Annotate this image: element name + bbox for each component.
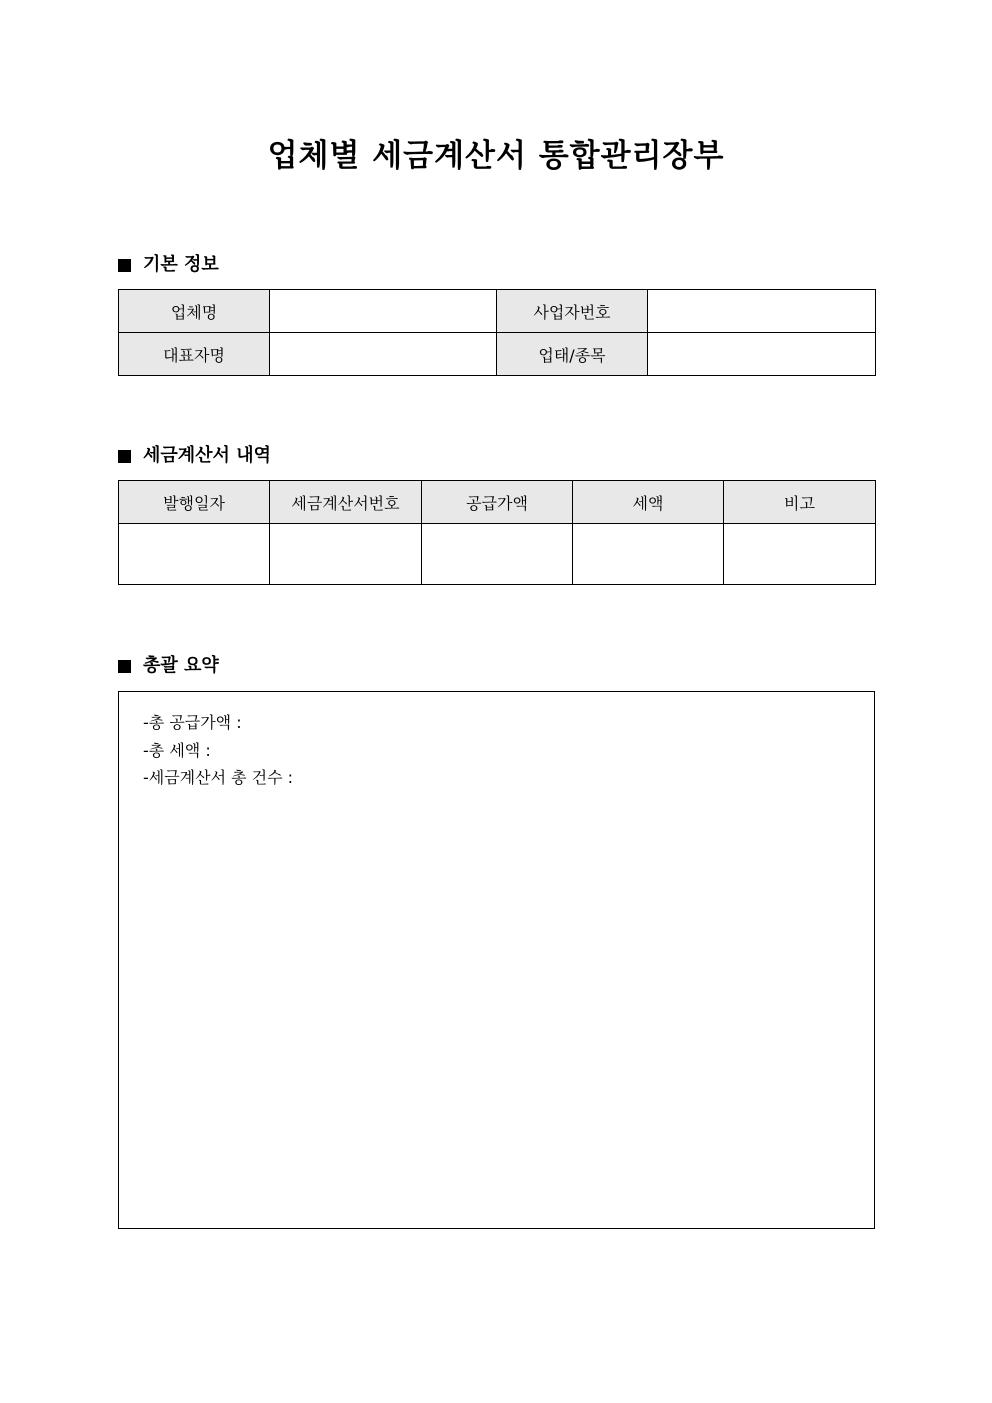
column-header-invoice-number: 세금계산서번호: [270, 481, 422, 524]
business-type-label: 업태/종목: [497, 333, 648, 376]
supply-amount-cell[interactable]: [422, 524, 573, 585]
summary-heading-text: 총괄 요약: [143, 655, 219, 676]
issue-date-cell[interactable]: [119, 524, 270, 585]
invoice-history-heading-text: 세금계산서 내역: [143, 445, 271, 466]
total-supply-amount-line: -총 공급가액 :: [143, 713, 242, 732]
basic-info-table: [118, 289, 876, 376]
business-number-field[interactable]: [648, 290, 876, 333]
tax-amount-cell[interactable]: [573, 524, 724, 585]
representative-label: 대표자명: [119, 333, 270, 376]
summary-heading: [118, 654, 219, 678]
remarks-cell[interactable]: [724, 524, 876, 585]
company-name-field[interactable]: [270, 290, 497, 333]
invoice-number-cell[interactable]: [270, 524, 422, 585]
column-header-tax-amount: 세액: [573, 481, 724, 524]
total-tax-line: -총 세액 :: [143, 740, 211, 760]
invoice-history-table: [118, 480, 876, 585]
square-bullet-icon: [118, 450, 131, 463]
business-type-field[interactable]: [648, 333, 876, 376]
column-header-supply-amount: 공급가액: [422, 481, 573, 524]
representative-field[interactable]: [270, 333, 497, 376]
summary-box[interactable]: [118, 691, 875, 1229]
table-row: [119, 333, 876, 376]
total-invoice-count-line: -세금계산서 총 건수 :: [143, 768, 294, 787]
table-row: [119, 290, 876, 333]
basic-info-heading: [118, 253, 219, 277]
document-title: 업체별 세금계산서 통합관리장부: [267, 138, 725, 174]
invoice-history-heading: [118, 444, 271, 468]
column-header-issue-date: 발행일자: [119, 481, 270, 524]
column-header-remarks: 비고: [724, 481, 876, 524]
basic-info-heading-text: 기본 정보: [143, 254, 219, 275]
square-bullet-icon: [118, 660, 131, 673]
table-row: [119, 524, 876, 585]
business-number-label: 사업자번호: [497, 290, 648, 333]
company-name-label: 업체명: [119, 290, 270, 333]
summary-lines: [143, 709, 293, 792]
table-header-row: [119, 481, 876, 524]
square-bullet-icon: [118, 259, 131, 272]
